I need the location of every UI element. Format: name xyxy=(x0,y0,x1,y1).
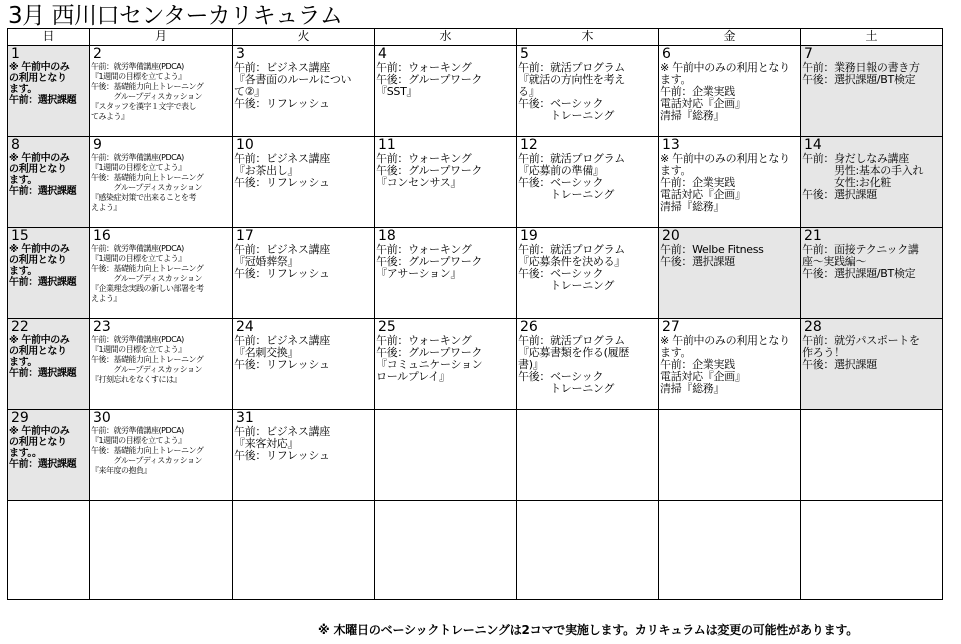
schedule-line: 午後：基礎能力向上トレーニング xyxy=(91,355,204,364)
schedule-line: ます。 xyxy=(660,164,692,177)
day-schedule xyxy=(659,153,800,213)
schedule-line: 『スタッフを漢字１文字で表し xyxy=(91,102,196,111)
day-schedule xyxy=(90,62,232,122)
schedule-line: 午後：基礎能力向上トレーニング xyxy=(91,446,204,455)
weekday-wed: 水 xyxy=(375,29,517,46)
week-row-blank xyxy=(8,501,943,600)
schedule-line: 『就活の方向性を考え xyxy=(518,73,625,86)
schedule-line: 『感染症対策で出来ることを考 xyxy=(91,193,196,202)
schedule-line: ※ 午前中のみ xyxy=(9,62,70,73)
schedule-line: 午前：企業実践 xyxy=(660,176,735,189)
schedule-line: 午後：グループワーク xyxy=(376,73,483,86)
day-number: 1 xyxy=(11,46,20,62)
schedule-line: 午後：選択課題/BT検定 xyxy=(802,73,916,86)
schedule-line: 午前：ビジネス講座 xyxy=(234,152,330,165)
day-schedule xyxy=(801,62,942,86)
schedule-line: 女性:お化粧 xyxy=(802,176,892,189)
day-schedule xyxy=(517,62,658,122)
schedule-line: トレーニング xyxy=(518,188,615,201)
schedule-line: 午後：リフレッシュ xyxy=(234,267,330,280)
day-number: 10 xyxy=(236,137,254,153)
day-schedule xyxy=(8,335,89,379)
day-schedule xyxy=(233,426,374,462)
schedule-line: 午前：ビジネス講座 xyxy=(234,334,330,347)
day-number: 4 xyxy=(378,46,387,62)
day-number: 9 xyxy=(93,137,102,153)
day-cell xyxy=(8,319,90,410)
day-cell xyxy=(517,228,659,319)
day-cell xyxy=(517,137,659,228)
day-number: 24 xyxy=(236,319,254,335)
day-cell xyxy=(517,319,659,410)
schedule-line: トレーニング xyxy=(518,279,615,292)
schedule-line: 午前：身だしなみ講座 xyxy=(802,152,909,165)
day-schedule xyxy=(517,244,658,292)
day-number: 19 xyxy=(520,228,538,244)
day-number: 7 xyxy=(804,46,813,62)
day-cell xyxy=(517,46,659,137)
schedule-line: 午前：就活プログラム xyxy=(518,243,625,256)
schedule-line: グループディスカッション xyxy=(91,183,202,192)
schedule-line: 午後：基礎能力向上トレーニング xyxy=(91,82,204,91)
empty-day-cell xyxy=(801,501,943,600)
day-schedule xyxy=(801,335,942,371)
schedule-line: ※ 午前中のみの利用となり xyxy=(660,152,790,165)
footer-note: ※ 木曜日のベーシックトレーニングは2コマで実施します。カリキュラムは変更の可能性があります。 xyxy=(318,623,859,637)
day-number: 29 xyxy=(11,410,29,426)
day-number xyxy=(517,410,658,411)
empty-day-cell xyxy=(8,501,90,600)
day-cell xyxy=(659,319,801,410)
day-schedule xyxy=(90,153,232,213)
schedule-line: 午前：就労準備講座(PDCA) xyxy=(91,426,184,435)
schedule-line: 午後：ベーシック xyxy=(518,370,604,383)
schedule-line: 書)』 xyxy=(518,358,544,371)
weekday-sun: 日 xyxy=(8,29,90,46)
day-number: 27 xyxy=(662,319,680,335)
day-cell xyxy=(375,319,517,410)
weekday-thu: 木 xyxy=(517,29,659,46)
day-schedule xyxy=(8,153,89,197)
schedule-line: 午後：リフレッシュ xyxy=(234,176,330,189)
day-number: 15 xyxy=(11,228,29,244)
schedule-line: 午前：就労準備講座(PDCA) xyxy=(91,62,184,71)
schedule-line: グループディスカッション xyxy=(91,92,202,101)
day-schedule xyxy=(8,244,89,288)
day-number: 6 xyxy=(662,46,671,62)
week-row xyxy=(8,228,943,319)
schedule-line: 午前：就労準備講座(PDCA) xyxy=(91,153,184,162)
day-number: 22 xyxy=(11,319,29,335)
schedule-line: えよう』 xyxy=(91,203,121,212)
schedule-line: 『応募前の準備』 xyxy=(518,164,604,177)
weekday-header-row xyxy=(8,29,943,46)
schedule-line: ます。 xyxy=(9,266,37,277)
schedule-line: てみよう』 xyxy=(91,112,129,121)
schedule-line: 午前：ウォーキング xyxy=(376,334,472,347)
schedule-line: 清掃『総務』 xyxy=(660,200,725,213)
empty-day-cell xyxy=(375,501,517,600)
day-cell xyxy=(659,228,801,319)
schedule-line: トレーニング xyxy=(518,109,615,122)
schedule-line: 午前：企業実践 xyxy=(660,85,735,98)
schedule-line: 午前：ビジネス講座 xyxy=(234,243,330,256)
day-number: 5 xyxy=(520,46,529,62)
day-number: 17 xyxy=(236,228,254,244)
day-schedule xyxy=(233,62,374,110)
schedule-line: ※ 午前中のみ xyxy=(9,426,70,437)
day-schedule xyxy=(233,335,374,371)
page-title: 3月 西川口センターカリキュラム xyxy=(8,3,343,29)
schedule-line: 『1週間の目標を立てよう』 xyxy=(91,345,186,354)
schedule-line: 『1週間の目標を立てよう』 xyxy=(91,163,186,172)
empty-day-cell xyxy=(659,501,801,600)
empty-day-cell xyxy=(233,501,375,600)
day-schedule xyxy=(90,335,232,385)
calendar-table xyxy=(7,28,943,600)
schedule-line: 午後：選択課題 xyxy=(802,188,877,201)
schedule-line: の利用となり xyxy=(9,73,67,84)
schedule-line: 電話対応『企画』 xyxy=(660,97,746,110)
day-cell xyxy=(375,46,517,137)
schedule-line: ます。 xyxy=(9,357,37,368)
schedule-line: 『1週間の目標を立てよう』 xyxy=(91,254,186,263)
day-schedule xyxy=(90,244,232,304)
day-number: 28 xyxy=(804,319,822,335)
schedule-line: グループディスカッション xyxy=(91,365,202,374)
day-number xyxy=(801,410,942,411)
day-schedule xyxy=(801,244,942,280)
empty-day-cell xyxy=(90,501,233,600)
schedule-line: 午前：選択課題 xyxy=(9,368,77,379)
schedule-line: トレーニング xyxy=(518,382,615,395)
day-cell xyxy=(8,410,90,501)
schedule-line: ※ 午前中のみ xyxy=(9,153,70,164)
day-cell xyxy=(8,46,90,137)
day-schedule xyxy=(517,335,658,395)
week-row xyxy=(8,319,943,410)
day-number: 13 xyxy=(662,137,680,153)
schedule-line: 『応募書類を作る(履歴 xyxy=(518,346,629,359)
schedule-line: 午前：ビジネス講座 xyxy=(234,425,330,438)
schedule-line: 午前：ウォーキング xyxy=(376,152,472,165)
schedule-line: 午前：就活プログラム xyxy=(518,61,625,74)
day-number xyxy=(375,410,516,411)
day-number: 30 xyxy=(93,410,111,426)
schedule-line: 午前：就労準備講座(PDCA) xyxy=(91,335,184,344)
schedule-line: 電話対応『企画』 xyxy=(660,188,746,201)
day-cell xyxy=(375,137,517,228)
schedule-line: 座～実践編～ xyxy=(802,255,867,268)
day-number: 31 xyxy=(236,410,254,426)
schedule-line: ※ 午前中のみ xyxy=(9,335,70,346)
schedule-line: ※ 午前中のみの利用となり xyxy=(660,334,790,347)
day-schedule xyxy=(659,62,800,122)
day-cell xyxy=(659,46,801,137)
schedule-line: 『企業理念実践の新しい部署を考 xyxy=(91,284,204,293)
week-row xyxy=(8,46,943,137)
schedule-line: 午前：選択課題 xyxy=(9,186,77,197)
schedule-line: 午後：ベーシック xyxy=(518,176,604,189)
schedule-line: 『コンセンサス』 xyxy=(376,176,462,189)
schedule-line: 『アサーション』 xyxy=(376,267,462,280)
day-cell xyxy=(90,410,233,501)
schedule-line: 午前：選択課題 xyxy=(9,459,77,470)
schedule-line: 電話対応『企画』 xyxy=(660,370,746,383)
day-schedule xyxy=(90,426,232,476)
day-number: 3 xyxy=(236,46,245,62)
day-number: 23 xyxy=(93,319,111,335)
schedule-line: 午後：リフレッシュ xyxy=(234,358,330,371)
day-cell xyxy=(8,137,90,228)
day-cell xyxy=(90,319,233,410)
day-number: 25 xyxy=(378,319,396,335)
weekday-tue: 火 xyxy=(233,29,375,46)
schedule-line: 午後：グループワーク xyxy=(376,255,483,268)
empty-day-cell xyxy=(517,501,659,600)
schedule-line: ます。。 xyxy=(9,448,42,459)
day-cell xyxy=(801,228,943,319)
week-row xyxy=(8,137,943,228)
weekday-fri: 金 xyxy=(659,29,801,46)
schedule-line: 午前：面接テクニック講 xyxy=(802,243,919,256)
schedule-line: 午後：グループワーク xyxy=(376,164,483,177)
schedule-line: ※ 午前中のみの利用となり xyxy=(660,61,790,74)
day-cell xyxy=(233,46,375,137)
schedule-line: 『SST』 xyxy=(376,85,418,98)
schedule-line: 午前：就労準備講座(PDCA) xyxy=(91,244,184,253)
day-number: 14 xyxy=(804,137,822,153)
schedule-line: 午後：ベーシック xyxy=(518,97,604,110)
day-cell xyxy=(90,228,233,319)
empty-day-cell xyxy=(517,410,659,501)
day-cell xyxy=(801,46,943,137)
schedule-line: 『各書面のルールについ xyxy=(234,73,352,86)
day-number: 8 xyxy=(11,137,20,153)
schedule-line: ロールプレイ』 xyxy=(376,370,450,383)
empty-day-cell xyxy=(659,410,801,501)
weekday-sat: 土 xyxy=(801,29,943,46)
schedule-line: グループディスカッション xyxy=(91,274,202,283)
schedule-line: 『来客対応』 xyxy=(234,437,299,450)
schedule-line: の利用となり xyxy=(9,346,67,357)
schedule-line: ※ 午前中のみ xyxy=(9,244,70,255)
day-number: 20 xyxy=(662,228,680,244)
schedule-line: の利用となり xyxy=(9,255,67,266)
schedule-line: 午前：選択課題 xyxy=(9,95,77,106)
day-cell xyxy=(233,319,375,410)
schedule-line: グループディスカッション xyxy=(91,456,202,465)
schedule-line: 午後：選択課題 xyxy=(802,358,877,371)
day-cell xyxy=(233,228,375,319)
schedule-line: 『冠婚葬祭』 xyxy=(234,255,299,268)
schedule-line: 『名刺交換』 xyxy=(234,346,299,359)
schedule-line: 清掃『総務』 xyxy=(660,382,725,395)
schedule-line: 午後：ベーシック xyxy=(518,267,604,280)
day-number: 18 xyxy=(378,228,396,244)
schedule-line: ます。 xyxy=(660,346,692,359)
schedule-line: ます。 xyxy=(9,175,37,186)
schedule-line: 午後：リフレッシュ xyxy=(234,97,330,110)
schedule-line: の利用となり xyxy=(9,437,67,448)
day-number: 21 xyxy=(804,228,822,244)
day-cell xyxy=(8,228,90,319)
schedule-line: 午前：Welbe Fitness xyxy=(660,243,764,256)
schedule-line: 午後：選択課題 xyxy=(660,255,735,268)
day-number: 26 xyxy=(520,319,538,335)
schedule-line: 『来年度の抱負』 xyxy=(91,466,151,475)
schedule-line: ます。 xyxy=(660,73,692,86)
day-schedule xyxy=(659,335,800,395)
schedule-line: 午前：業務日報の書き方 xyxy=(802,61,920,74)
day-schedule xyxy=(375,335,516,383)
schedule-line: 午前：ウォーキング xyxy=(376,243,472,256)
schedule-line: 午前：就活プログラム xyxy=(518,334,625,347)
day-schedule xyxy=(801,153,942,201)
day-cell xyxy=(233,137,375,228)
day-schedule xyxy=(8,62,89,106)
day-schedule xyxy=(375,153,516,189)
day-number: 11 xyxy=(378,137,396,153)
day-schedule xyxy=(517,153,658,201)
schedule-line: 午後：グループワーク xyxy=(376,346,483,359)
schedule-line: 午前：就労パスポートを xyxy=(802,334,920,347)
day-cell xyxy=(801,137,943,228)
schedule-line: 午前：選択課題 xyxy=(9,277,77,288)
empty-day-cell xyxy=(375,410,517,501)
day-number xyxy=(659,410,800,411)
schedule-line: 『お茶出し』 xyxy=(234,164,299,177)
schedule-line: 『打刻忘れをなくすには』 xyxy=(91,375,181,384)
schedule-line: 男性:基本の手入れ xyxy=(802,164,924,177)
day-cell xyxy=(90,46,233,137)
weekday-mon: 月 xyxy=(90,29,233,46)
schedule-line: 『1週間の目標を立てよう』 xyxy=(91,436,186,445)
schedule-line: 作ろう！ xyxy=(802,346,845,359)
schedule-line: 『コミュニケーション xyxy=(376,358,483,371)
day-cell xyxy=(233,410,375,501)
schedule-line: 午前：就活プログラム xyxy=(518,152,625,165)
day-schedule xyxy=(233,153,374,189)
day-schedule xyxy=(8,426,89,470)
day-schedule xyxy=(233,244,374,280)
day-cell xyxy=(801,319,943,410)
day-number: 2 xyxy=(93,46,102,62)
schedule-line: えよう』 xyxy=(91,294,121,303)
empty-day-cell xyxy=(801,410,943,501)
day-number: 16 xyxy=(93,228,111,244)
schedule-line: て②』 xyxy=(234,85,265,98)
schedule-line: 午前：企業実践 xyxy=(660,358,735,371)
schedule-line: 午後：基礎能力向上トレーニング xyxy=(91,173,204,182)
schedule-line: 午前：ビジネス講座 xyxy=(234,61,330,74)
schedule-line: ます。 xyxy=(9,84,37,95)
schedule-line: 『応募条件を決める』 xyxy=(518,255,625,268)
day-cell xyxy=(659,137,801,228)
schedule-line: 清掃『総務』 xyxy=(660,109,725,122)
schedule-line: 午後：リフレッシュ xyxy=(234,449,330,462)
week-row xyxy=(8,410,943,501)
day-cell xyxy=(375,228,517,319)
day-number: 12 xyxy=(520,137,538,153)
day-cell xyxy=(90,137,233,228)
schedule-line: 午前：ウォーキング xyxy=(376,61,472,74)
schedule-line: 『1週間の目標を立てよう』 xyxy=(91,72,186,81)
schedule-line: 午後：選択課題/BT検定 xyxy=(802,267,916,280)
day-schedule xyxy=(375,244,516,280)
schedule-line: 午後：基礎能力向上トレーニング xyxy=(91,264,204,273)
schedule-line: の利用となり xyxy=(9,164,67,175)
day-schedule xyxy=(659,244,800,268)
day-schedule xyxy=(375,62,516,98)
schedule-line: る』 xyxy=(518,85,540,98)
